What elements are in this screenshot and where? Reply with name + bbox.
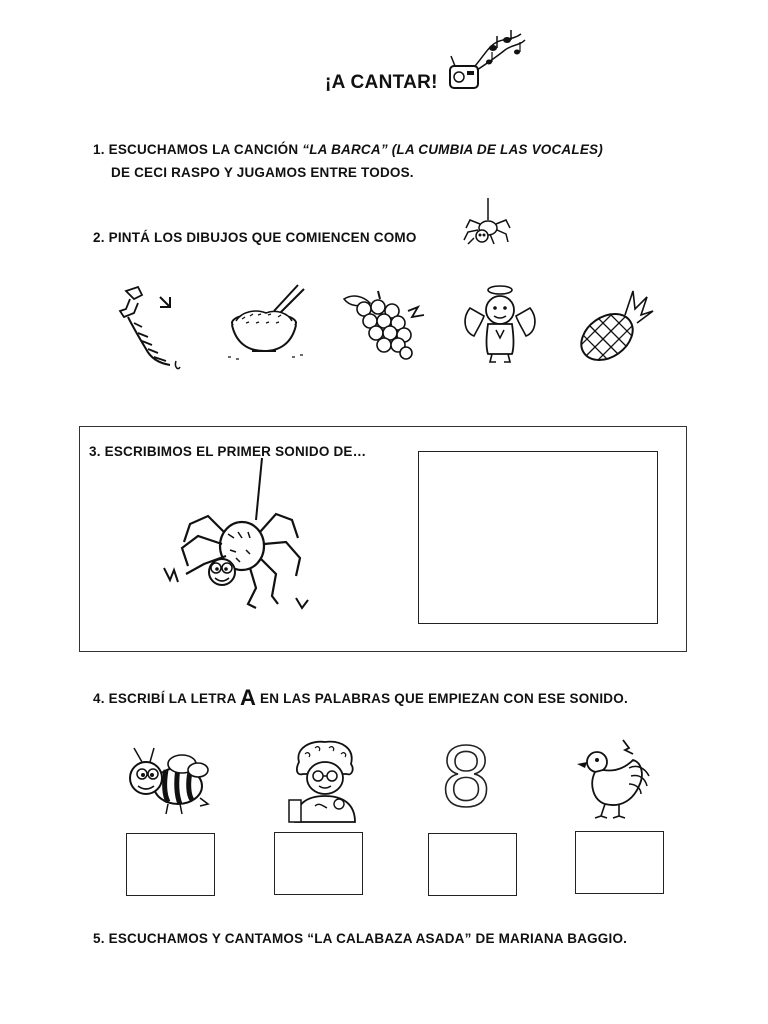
rice-bowl-icon (222, 283, 308, 363)
instruction-2: 2. PINTÁ LOS DIBUJOS QUE COMIENCEN COMO (93, 230, 417, 245)
angel-icon (460, 282, 542, 368)
answer-box-first-sound[interactable] (418, 451, 658, 624)
letter-a: A (240, 685, 257, 710)
spider-icon (160, 458, 315, 616)
pineapple-icon (575, 287, 655, 367)
grapes-icon (340, 285, 428, 363)
water-tap-icon (112, 283, 187, 375)
instruction-5: 5. ESCUCHAMOS Y CANTAMOS “LA CALABAZA ASADA” DE MARIANA BAGGIO. (93, 931, 628, 946)
answer-box-eight[interactable] (428, 833, 517, 896)
instruction-4: 4. ESCRIBÍ LA LETRA A EN LAS PALABRAS QUE EMPIEZAN CON ESE SONIDO. (93, 685, 628, 710)
bee-icon (120, 742, 215, 822)
instruction-1 (93, 142, 603, 157)
answer-box-duck[interactable] (575, 831, 664, 894)
song-subtitle: (LA CUMBIA DE LAS VOCALES) (391, 142, 603, 157)
spider-icon (460, 198, 515, 250)
instruction-3: 3. ESCRIBIMOS EL PRIMER SONIDO DE… (89, 444, 367, 459)
song-title: “LA BARCA” (302, 142, 388, 157)
instruction-1-line2: DE CECI RASPO Y JUGAMOS ENTRE TODOS. (111, 165, 414, 180)
duck-icon (575, 738, 655, 822)
answer-box-grandmother[interactable] (274, 832, 363, 895)
answer-box-bee[interactable] (126, 833, 215, 896)
number-eight-icon: 8 (440, 731, 493, 826)
page-title: ¡A CANTAR! (325, 72, 438, 93)
instruction-1-text: ESCUCHAMOS LA CANCIÓN (108, 142, 303, 157)
item-number: 1. (93, 142, 105, 157)
grandmother-icon (285, 740, 365, 825)
radio-music-icon (445, 28, 530, 98)
